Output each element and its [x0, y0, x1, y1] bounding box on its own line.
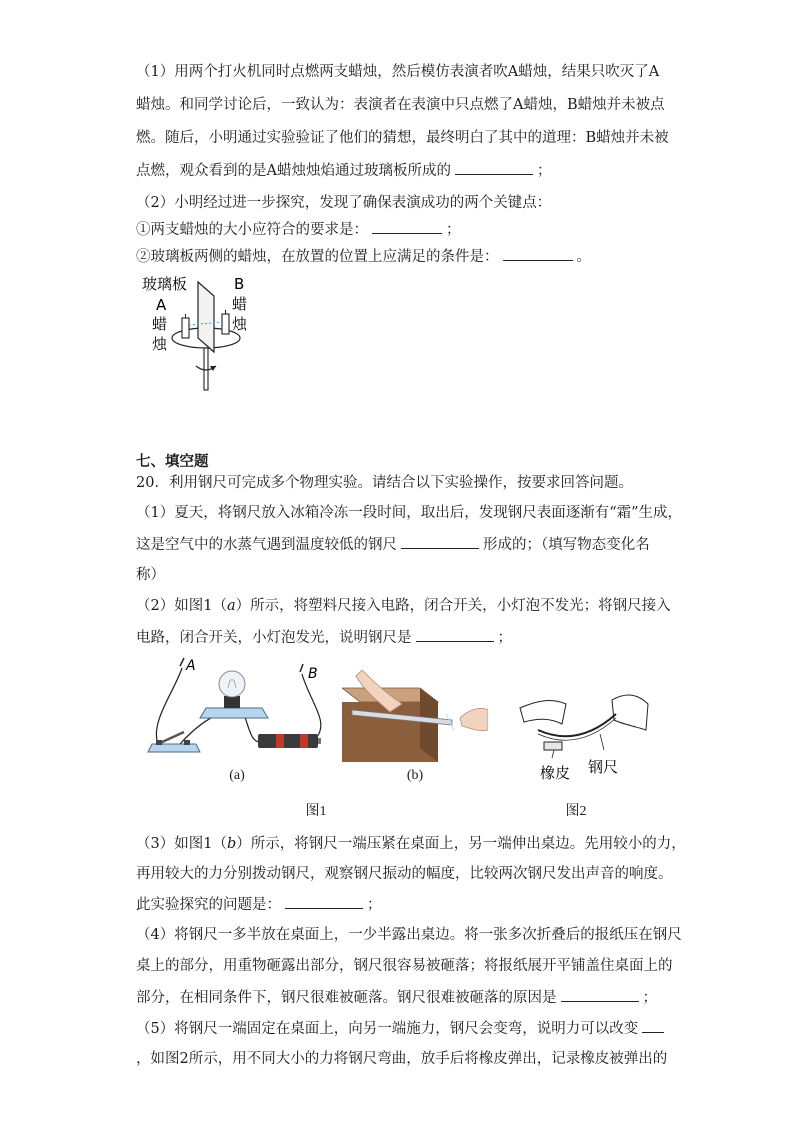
figure1a-circuit [140, 652, 340, 767]
axle [204, 348, 208, 390]
plucking-hand-icon [460, 708, 488, 730]
figure1-title: 图1 [305, 804, 327, 819]
q20-p1-line2: 这是空气中的水蒸气遇到温度较低的钢尺 形成的；（填写物态变化名 [136, 534, 650, 555]
ruler-label: 钢尺 [588, 758, 619, 776]
q19-p2-item-a: ①两支蜡烛的大小应符合的要求是： ； [136, 219, 461, 240]
q19-p1-line3: 燃。随后，小明通过实验验证了他们的猜想，最终明白了其中的道理：B蜡烛并未被 [136, 130, 669, 146]
right-hand-icon [612, 695, 648, 730]
q20-p3-line2: 再用较大的力分别拨动钢尺，观察钢尺振动的幅度，比较两次钢尺发出声音的响度。 [136, 866, 673, 882]
clip-b-label: B [308, 666, 318, 682]
eraser-label: 橡皮 [540, 764, 571, 782]
q20-p3-line3: 此实验探究的问题是： ； [136, 894, 382, 915]
q20-p5-line1: （5）将钢尺一端固定在桌面上，向另一端施力，钢尺会变弯，说明力可以改变 [136, 1018, 668, 1039]
answer-blank[interactable] [401, 534, 479, 549]
clip-a-label: A [186, 658, 196, 674]
figure1b-ruler-table [342, 670, 488, 762]
q20-p4-line1: （4）将钢尺一多半放在桌面上，一少半露出桌边。将一张多次折叠后的报纸压在钢尺 [136, 927, 682, 943]
glass-plate [198, 282, 214, 352]
figure1a-caption: (a) [229, 768, 245, 783]
q20-p3-line1: （3）如图1（b）所示，将钢尺一端压紧在桌面上，另一端伸出桌边。先用较小的力， [136, 836, 686, 852]
wire-b [302, 674, 321, 738]
q19-p2-item-b: ②玻璃板两侧的蜡烛，在放置的位置上应满足的条件是： 。 [136, 246, 591, 267]
candle-a-char1: 蜡 [152, 315, 168, 333]
q20-p1-line3: 称） [136, 567, 165, 583]
switch-board [148, 744, 200, 752]
q20-p2-line2: 电路，闭合开关，小灯泡发光，说明钢尺是 ； [136, 627, 512, 648]
answer-blank[interactable] [503, 246, 573, 261]
answer-blank[interactable] [416, 627, 494, 642]
answer-blank[interactable] [455, 160, 533, 175]
glass-plate-label: 玻璃板 [142, 275, 188, 293]
figure1b-caption: (b) [406, 768, 424, 783]
q20-p4-line3: 部分，在相同条件下，钢尺很难被砸落。钢尺很难被砸落的原因是 ； [136, 987, 657, 1008]
wire-a [156, 668, 182, 744]
candle-b [222, 314, 229, 334]
eraser-icon [544, 742, 562, 750]
bulb-socket [224, 696, 240, 708]
candle-a-char2: 烛 [152, 335, 168, 353]
answer-blank[interactable] [285, 894, 363, 909]
candle-glass-figure [136, 270, 256, 400]
figure2-bent-ruler [508, 690, 658, 790]
bulb-board [200, 708, 268, 718]
section-title: 七、填空题 [136, 454, 209, 470]
answer-blank[interactable] [372, 219, 442, 234]
q19-p1-line4: 点燃，观众看到的是A蜡烛烛焰通过玻璃板所成的 ； [136, 160, 551, 181]
q20-p1-line1: （1）夏天，将钢尺放入冰箱冷冻一段时间，取出后，发现钢尺表面逐渐有“霜”生成， [136, 505, 683, 521]
q19-p1-line2: 蜡烛。和同学讨论后，一致认为：表演者在表演中只点燃了A蜡烛，B蜡烛并未被点 [136, 97, 665, 113]
answer-blank[interactable] [561, 987, 639, 1002]
candle-b-char1: 蜡 [232, 295, 248, 313]
battery-icon [258, 734, 318, 748]
left-hand-icon [520, 701, 566, 724]
candle-a [182, 318, 189, 338]
switch-lever [160, 732, 184, 743]
q20-intro: 20．利用钢尺可完成多个物理实验。请结合以下实验操作，按要求回答问题。 [136, 475, 633, 491]
candle-b-char2: 烛 [232, 315, 248, 333]
q20-p2-line1: （2）如图1（a）所示，将塑料尺接入电路，闭合开关，小灯泡不发光；将钢尺接入 [136, 598, 671, 614]
figure2-title: 图2 [565, 804, 587, 819]
bulb-icon [219, 671, 245, 697]
q20-p5-line2: ，如图2所示，用不同大小的力将钢尺弯曲，放手后将橡皮弹出，记录橡皮被弹出的 [136, 1051, 668, 1067]
q20-p4-line2: 桌上的部分，用重物砸露出部分，钢尺很容易被砸落；将报纸展开平铺盖住桌面上的 [136, 958, 673, 974]
answer-blank[interactable] [642, 1018, 664, 1033]
candle-b-letter: B [234, 275, 245, 293]
candle-a-letter: A [156, 296, 167, 314]
q19-p2-intro: （2）小明经过进一步探究，发现了确保表演成功的两个关键点： [136, 195, 552, 211]
q19-p1-line1: （1）用两个打火机同时点燃两支蜡烛，然后模仿表演者吹A蜡烛，结果只吹灭了A [136, 64, 660, 80]
